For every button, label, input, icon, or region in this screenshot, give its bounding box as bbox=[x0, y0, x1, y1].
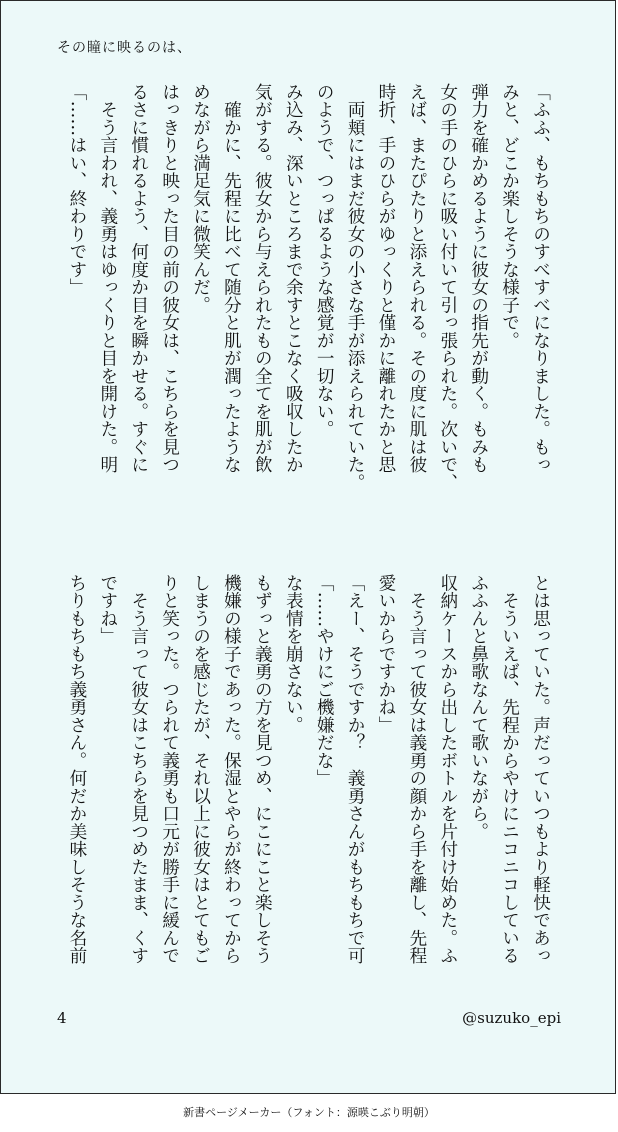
running-title: その瞳に映るのは、 bbox=[57, 40, 192, 56]
text-block-upper: 「ふふ、もちもちのすべすべになりました。もっ みと、どこか楽しそうな様子で。 弾力を確かめるように彼女の指先が動く。もみも 女の手のひらに吸い付いて引っ張られた。次いで、 えば、またぴたりと添えられる。その度に肌は彼 時折、手のひらがゆっくりと僅かに離れたかと思 両頬にはまだ彼女の小さな手が添えられていた。 のようで、つっぱるような感覚が一切ない。 み込み、深いところまで余すとこなく吸収したか 気がする。彼女から与えられたもの全てを肌が飲 確かに、先程に比べて随分と肌が潤ったような めながら満足気に微笑んだ。 はっきりと映った目の前の彼女は、こちらを見つ るさに慣れるよう、何度か目を瞬かせる。すぐに そう言われ、義勇はゆっくりと目を開けた。明 「……はい、終わりです」 bbox=[66, 83, 551, 492]
generator-credit: 新書ページメーカー（フォント：源暎こぶり明朝） bbox=[183, 1106, 435, 1119]
text-block-lower: とは思っていた。声だっていつもより軽快であっ そういえば、先程からやけにニコニコしている ふふんと鼻歌なんて歌いながら。 収納ケースから出したボトルを片付け始めた。ふ そう言って彼女は義勇の顔から手を離し、先程 愛いからですかね」 「えー、そうですか？ 義勇さんがもちもちで可 「……やけにご機嫌だな」 な表情を崩さない。 もずっと義勇の方を見つめ、にこにこと楽しそう 機嫌の様子であった。保湿とやらが終わってから しまうのを感じたが、それ以上に彼女はとてもご りと笑った。つられて義勇も口元が勝手に緩んで そう言って彼女はこちらを見つめたまま、くす ですね」 ちりもちもち義勇さん。何だか美味しそうな名前 bbox=[66, 574, 551, 965]
page-number: 4 bbox=[57, 1009, 67, 1027]
author-handle: @suzuko_epi bbox=[462, 1009, 561, 1027]
